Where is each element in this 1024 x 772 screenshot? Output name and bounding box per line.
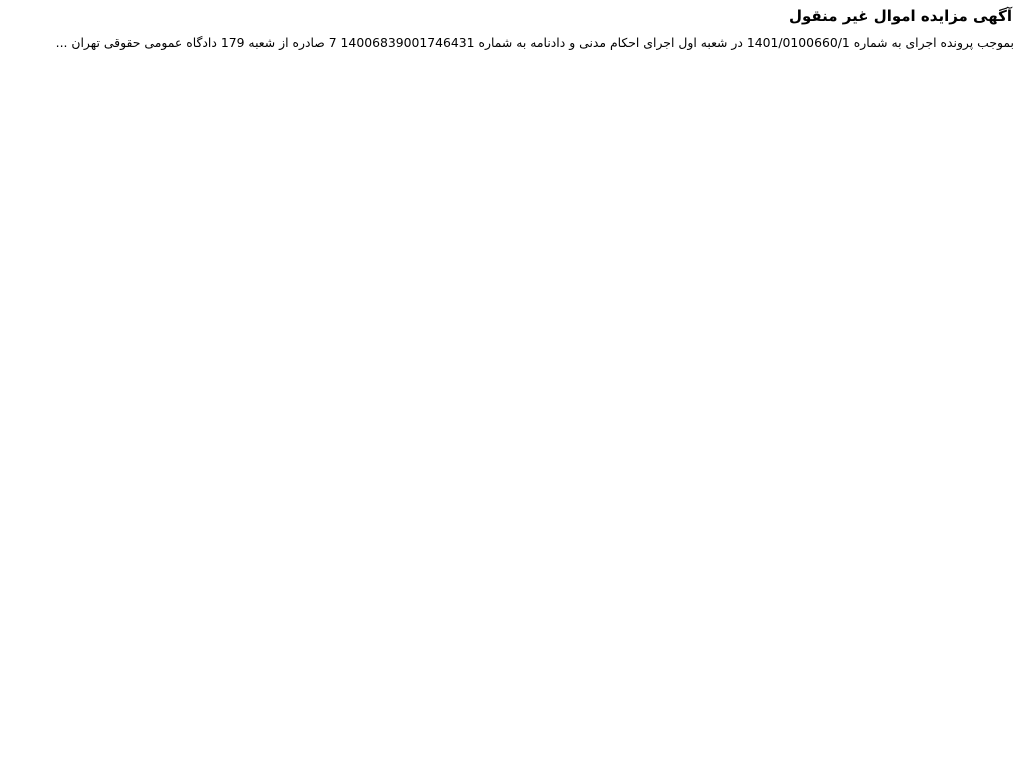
notice-title: آگهی مزایده اموال غیر منقول — [788, 7, 1012, 25]
notice-body — [10, 34, 1014, 52]
notice-paragraph: بموجب پرونده اجرای به شماره 1401/0100660/1 در شعبه اول اجرای احکام مدنی و دادنامه به شماره 14006839001746431 7 صادره از شعبه 179 دادگاه عمومی حقوقی تهران ... — [55, 35, 1014, 50]
